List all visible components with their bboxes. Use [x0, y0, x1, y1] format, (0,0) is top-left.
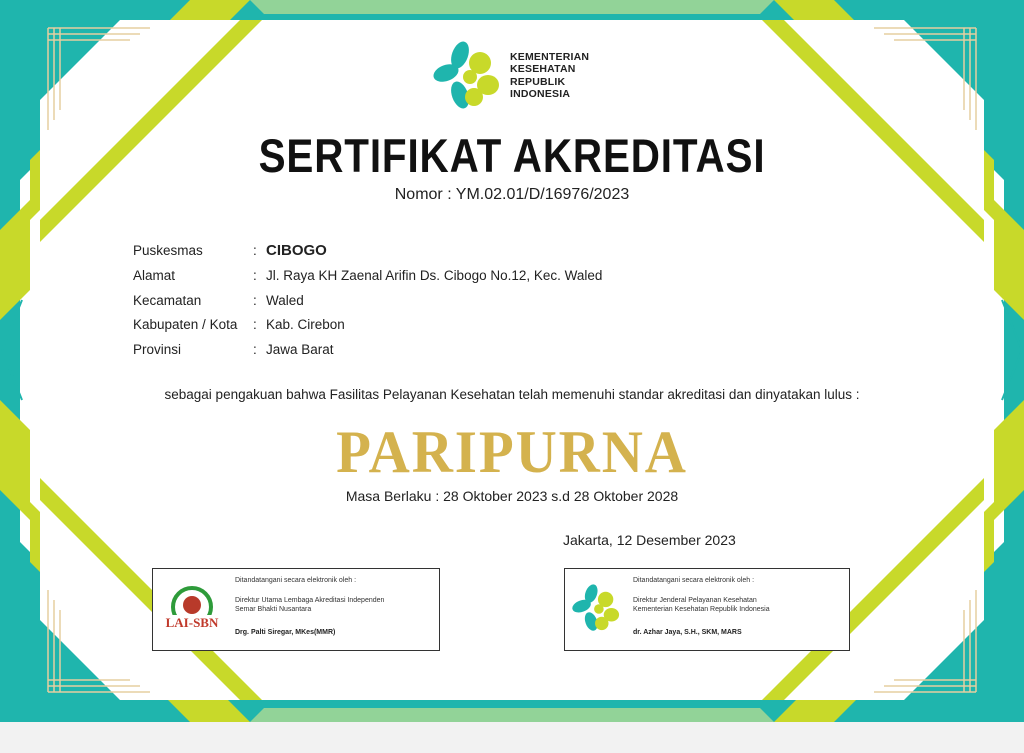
detail-value-kecamatan: Waled	[266, 293, 304, 308]
signatory-name: Drg. Palti Siregar, MKes(MMR)	[235, 629, 336, 636]
ministry-name-line: INDONESIA	[510, 87, 571, 100]
detail-label: Puskesmas	[133, 243, 203, 258]
detail-separator: :	[253, 243, 257, 258]
signatory-name: dr. Azhar Jaya, S.H., SKM, MARS	[633, 629, 742, 636]
signature-box-kemenkes	[564, 568, 850, 651]
signature-position-line: Semar Bhakti Nusantara	[235, 606, 312, 613]
ministry-name-line: KESEHATAN	[510, 63, 576, 76]
signature-note: Ditandatangani secara elektronik oleh :	[633, 577, 755, 584]
detail-value-provinsi: Jawa Barat	[266, 342, 334, 357]
detail-label: Kabupaten / Kota	[133, 317, 238, 332]
signature-position	[235, 596, 384, 614]
detail-value-kabupaten: Kab. Cirebon	[266, 317, 345, 332]
accreditation-result: PARIPURNA	[336, 419, 688, 485]
detail-label: Kecamatan	[133, 293, 202, 308]
lai-sbn-logo-text: LAI-SBN	[165, 615, 219, 630]
detail-separator: :	[253, 293, 257, 308]
place-and-date: Jakarta, 12 Desember 2023	[563, 532, 736, 548]
signature-position-line: Direktur Jenderal Pelayanan Kesehatan	[633, 597, 757, 604]
signature-position-line: Kementerian Kesehatan Republik Indonesia	[633, 606, 770, 613]
detail-label: Provinsi	[133, 342, 182, 357]
validity-period: Masa Berlaku : 28 Oktober 2023 s.d 28 Oktober 2028	[345, 488, 679, 504]
detail-value-alamat: Jl. Raya KH Zaenal Arifin Ds. Cibogo No.12, Kec. Waled	[266, 268, 603, 283]
kemenkes-leaf-logo-icon	[571, 581, 621, 637]
certificate-number: Nomor : YM.02.01/D/16976/2023	[394, 186, 630, 203]
detail-separator: :	[253, 342, 257, 357]
certificate-title: SERTIFIKAT AKREDITASI	[258, 129, 766, 182]
ministry-name-line: KEMENTERIAN	[510, 51, 590, 63]
lai-sbn-logo-icon	[163, 585, 221, 637]
signature-position-line: Direktur Utama Lembaga Akreditasi Independen	[235, 597, 385, 604]
detail-value-puskesmas: CIBOGO	[266, 242, 327, 259]
ministry-name	[510, 51, 589, 100]
accreditation-statement: sebagai pengakuan bahwa Fasilitas Pelayanan Kesehatan telah memenuhi standar akreditasi dan dinyatakan lulus :	[164, 387, 860, 402]
detail-label: Alamat	[133, 268, 176, 283]
signature-box-lai-sbn	[152, 568, 440, 651]
signature-position	[633, 596, 770, 614]
detail-separator: :	[253, 317, 257, 332]
signature-note: Ditandatangani secara elektronik oleh :	[235, 577, 357, 584]
ministry-name-line: REPUBLIK	[510, 75, 566, 88]
detail-separator: :	[253, 268, 257, 283]
